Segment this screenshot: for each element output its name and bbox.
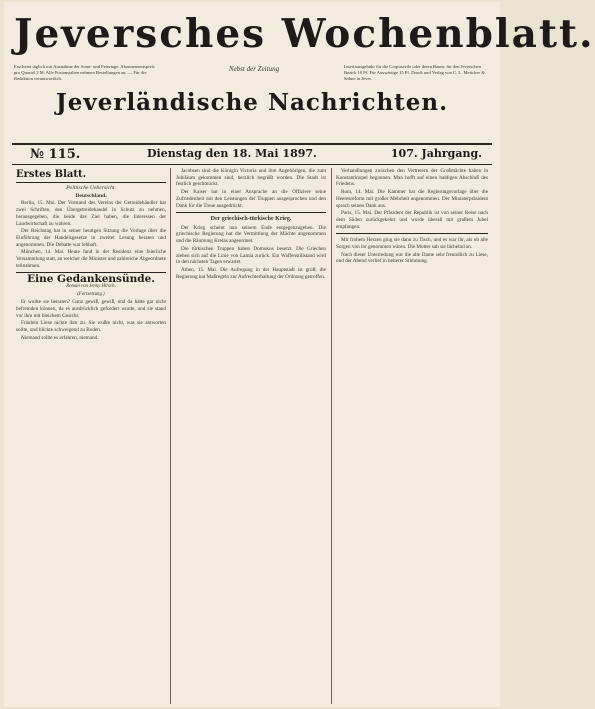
feuilleton-title: Eine Gedankensünde. [27, 273, 155, 286]
section-heading: Erstes Blatt. [16, 168, 166, 183]
masthead-title: Jeversches Wochenblatt. [14, 11, 595, 57]
article-paragraph: München, 14. Mai. Heute fand in der Residenz eine feierliche Versammlung statt, an welcher die Minister und zahlreiche Abgeordnete teilnahmen. [16, 249, 166, 269]
issue-number: № 115. [30, 147, 81, 162]
section-rule [176, 212, 326, 213]
supplement-note: Nebst der Zeitung [228, 65, 280, 73]
feuilleton-author: Roman von Jenny Hirsch. [66, 283, 116, 289]
feuilleton-paragraph: Nach dieser Unterredung war die alte Dame sehr freundlich zu Liese, und der Abend verlief in heiterer Stimmung. [336, 251, 488, 265]
article-paragraph: Athen, 15. Mai. Die Aufregung in der Hauptstadt ist groß; die Regierung hat Maßregeln zur Aufrechterhaltung der Ordnung getroffen. [176, 266, 326, 280]
article-paragraph: Verhandlungen zwischen den Vertretern der Großmächte haben in Konstantinopel begonnen. Man hofft auf einen baldigen Abschluß des Friedens. [336, 168, 488, 188]
issue-year: 107. Jahrgang. [390, 147, 482, 160]
column-1 [16, 168, 166, 704]
war-heading: Der griechisch-türkische Krieg. [210, 216, 292, 223]
column-3 [336, 168, 488, 704]
feuilleton-continuation: (Fortsetzung.) [77, 291, 105, 297]
subtitle: Jeverländische Nachrichten. [55, 89, 449, 116]
feuilleton-paragraph: Mit frohem Herzen ging sie dann zu Tisch, und es war ihr, als ob alle Sorgen von ihr genommen wären. Die Mutter sah sie lächelnd an. [336, 237, 488, 250]
advertising-info: Insertionsgebühr für die Corpuszeile oder deren Raum: für den Jeverschen Bezirk 10 Pf. Für Auswärtige 15 Pf. Druck und Verlag von C. L. Mettcker & Söhne in Jever. [344, 64, 485, 81]
subscription-info: Erscheint täglich mit Ausnahme der Sonn- und Feiertage. Abonnementspreis pro Quartal 2 M. Alle Postanstalten nehmen Bestellungen an. — Für die Redaktion verantwortlich. [14, 64, 155, 81]
bottom-rule [12, 164, 492, 165]
issue-line [12, 145, 492, 163]
article-paragraph: Der Kaiser hat in einer Ansprache an die Offiziere seine Zufriedenheit mit den Leistungen der Truppen ausgesprochen und den Dank für die Treue ausgedrückt. [176, 189, 326, 209]
feuilleton-paragraph: Fräulein Liese nickte ihm zu. Sie wußte nicht, was sie antworten sollte, und blickte schweigend zu Boden. [16, 320, 166, 334]
feuilleton-paragraph: Er wollte sie heiraten? Ganz gewiß, gewiß, und da hätte gar nicht befremden können, da es ausdrücklich gefordert wurde, und sie stand vor ihm mit bleichem Gesicht. [16, 299, 166, 319]
article-paragraph: Rom, 14. Mai. Die Kammer hat die Regierungsvorlage über die Heeresreform mit großer Mehrheit angenommen. Der Ministerpräsident sprach seinen Dank aus. [336, 189, 488, 209]
subheading: Politische Uebersicht. [66, 185, 116, 191]
article-paragraph: Berlin, 15. Mai. Der Vorstand des Vereins der Getreidehändler hat zwei Schriften, den Übergetreidehandel in Schutz zu nehmen, herausgegeben, die beide das Ziel haben, die Interessen der Landwirtschaft zu wahren. [16, 200, 166, 227]
column-2 [176, 168, 326, 704]
article-paragraph: Paris, 15. Mai. Der Präsident der Republik ist von seiner Reise nach dem Süden zurückgekehrt und wurde überall mit großem Jubel empfangen. [336, 210, 488, 230]
column-divider [170, 168, 171, 704]
subheading: Deutschland. [75, 192, 107, 199]
section-rule [336, 233, 488, 234]
article-paragraph: Der Reichstag hat in seiner heutigen Sitzung die Vorlage über die Einführung der Handelsgesetze in zweiter Lesung beraten und angenommen. Die Debatte war lebhaft. [16, 228, 166, 248]
issue-date: Dienstag den 18. Mai 1897. [147, 147, 317, 160]
article-paragraph: Die türkischen Truppen haben Domokos besetzt. Die Griechen ziehen sich auf die Linie von Lamia zurück. Ein Waffenstillstand wird in den nächsten Tagen erwartet. [176, 245, 326, 266]
column-divider [331, 168, 332, 704]
article-paragraph: Jacobsen sind die Königin Victoria und ihre Angehörigen, die zum Jubiläum gekommen sind, herzlich begrüßt worden. Die Stadt ist festlich geschmückt. [176, 168, 326, 188]
article-paragraph: Der Krieg scheint nun seinem Ende entgegenzugehen. Die griechische Regierung hat die Vermittlung der Mächte angenommen und die Räumung Kretas angeordnet. [176, 224, 326, 245]
feuilleton-paragraph: Niemand sollte es erfahren, niemand. [21, 334, 99, 341]
newspaper-page [4, 2, 595, 707]
